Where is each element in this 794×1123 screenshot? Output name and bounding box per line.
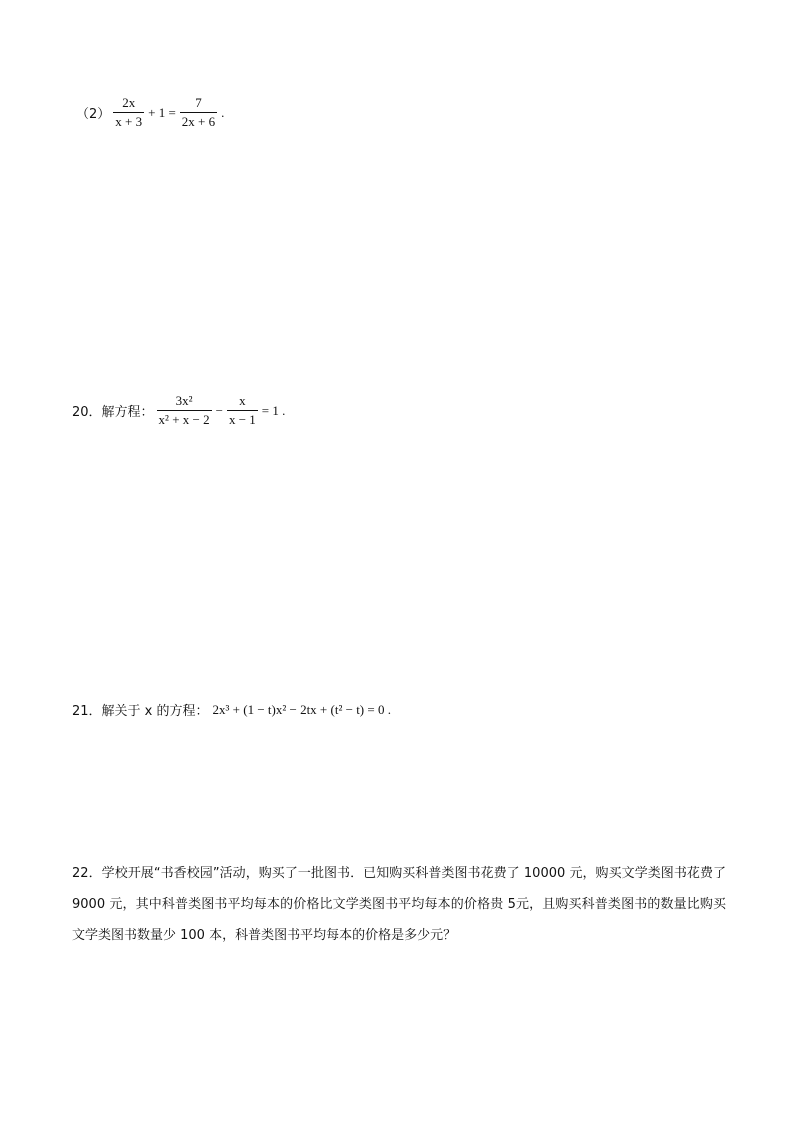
- fraction-2x-over-x-plus-3: [113, 96, 144, 129]
- problem-21: [72, 700, 391, 719]
- fraction-7-over-2x-plus-6: [180, 96, 217, 129]
- numerator: 2x: [122, 95, 136, 110]
- denominator: x² + x − 2: [158, 412, 210, 427]
- problem-19-part-2: [76, 96, 225, 129]
- denominator: 2x + 6: [181, 114, 216, 129]
- minus-sign: −: [215, 402, 223, 418]
- part-label: （2）: [76, 107, 111, 122]
- denominator: x − 1: [228, 412, 256, 427]
- problem-21-label: 21．解关于 x 的方程：: [72, 704, 209, 719]
- numerator: 7: [195, 95, 202, 110]
- fraction-3x2-over-quadratic: [157, 394, 212, 427]
- equals-one: = 1 .: [261, 402, 286, 418]
- fraction-x-over-x-minus-1: [227, 394, 258, 427]
- problem-20-label: 20．解方程：: [72, 405, 154, 420]
- numerator: 3x²: [175, 393, 193, 408]
- problem-22: 22．学校开展“书香校园”活动，购买了一批图书．已知购买科普类图书花费了 10000 元，购买文学类图书花费了 9000 元，其中科普类图书平均每本的价格比文学类图书平均每本的价格贵 5元，且购买科普类图书的数量比购买文学类图书数量少 100 本，科普类图书平均每本的价格是多少元？: [72, 866, 726, 943]
- operator: + 1 =: [148, 104, 176, 120]
- denominator: x + 3: [115, 114, 143, 129]
- problem-20: [72, 394, 286, 427]
- period: .: [221, 104, 225, 120]
- cubic-equation: 2x³ + (1 − t)x² − 2tx + (t² − t) = 0 .: [212, 701, 391, 717]
- numerator: x: [239, 393, 246, 408]
